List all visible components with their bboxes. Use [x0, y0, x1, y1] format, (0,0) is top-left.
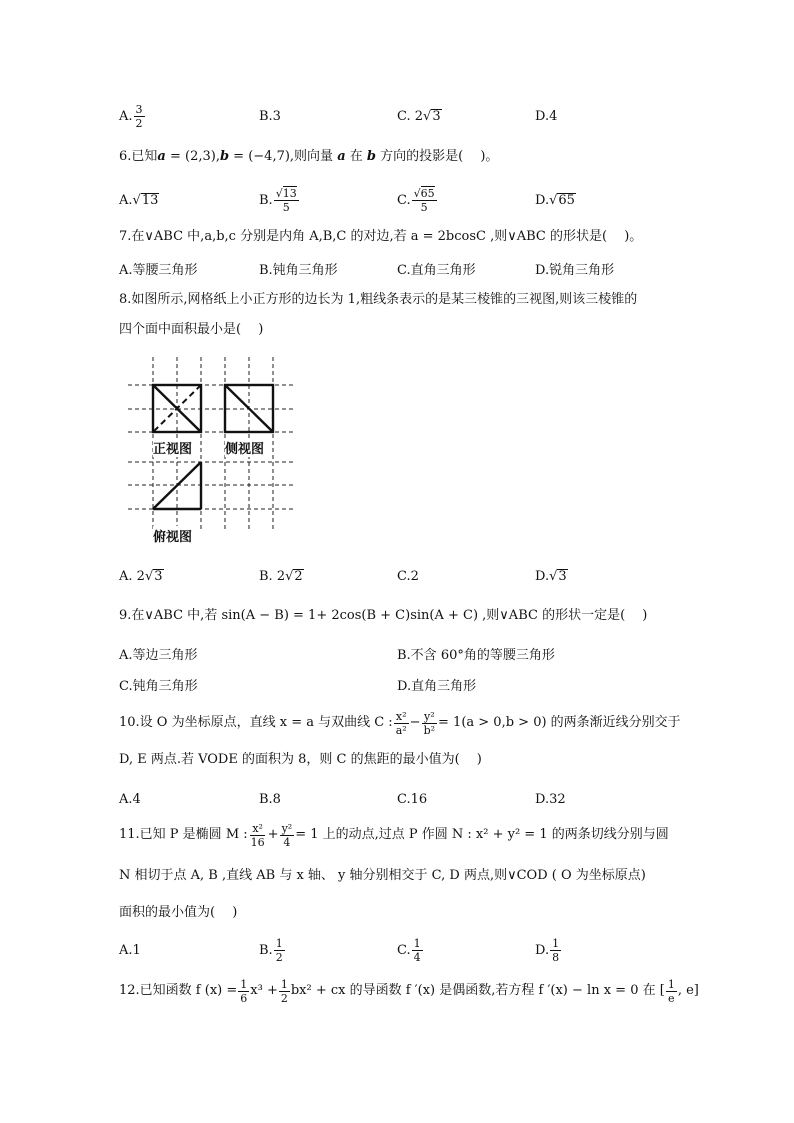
numerator: y²: [281, 821, 293, 835]
sqrt: [285, 569, 304, 584]
q8-option-c: C.2: [397, 568, 419, 584]
fraction: [422, 710, 437, 737]
numerator: 1: [240, 977, 248, 991]
vector-b: b: [219, 149, 230, 164]
option-label: C.: [397, 192, 411, 208]
q9-options-row1: [119, 636, 679, 670]
text: = 1 上的动点,过点 P 作圆 N : x² + y² = 1 的两条切线分别与圆: [295, 827, 669, 842]
numerator: y²: [423, 709, 435, 723]
text: 11.已知 P 是椭圆 M :: [119, 827, 248, 842]
text: = (−4,7): [229, 149, 290, 164]
text: = (2,3),: [165, 149, 220, 164]
numerator: 1: [275, 936, 283, 950]
q6-option-a: [119, 183, 159, 217]
radicand: 13: [282, 186, 297, 200]
text: 6.已知: [119, 149, 158, 164]
sqrt: [549, 569, 568, 584]
radical-sign: √: [132, 192, 141, 208]
q6-stem: [119, 147, 498, 167]
q11-option-c: [397, 933, 424, 967]
q7-option-b: B.钝角三角形: [259, 262, 338, 278]
numerator: 3: [135, 102, 143, 116]
denominator: 2: [135, 116, 143, 130]
sqrt: [133, 193, 160, 208]
side-view-label: 侧视图: [225, 438, 264, 457]
q8-stem-line2: 四个面中面积最小是( ): [119, 322, 264, 337]
text: 在: [345, 149, 367, 164]
radicand: 2: [294, 568, 303, 584]
denominator: 4: [283, 835, 291, 849]
q11-stem-line1: [119, 818, 669, 852]
text: +: [267, 827, 279, 842]
numerator: 1: [552, 936, 560, 950]
radical-sign: √: [549, 568, 558, 584]
radicand: 65: [420, 186, 435, 200]
q5-options: [119, 99, 679, 133]
denominator: 4: [413, 950, 421, 964]
text: ,则向量: [289, 149, 338, 164]
fraction: [666, 978, 677, 1005]
option-label: A.: [119, 108, 133, 124]
q6-option-c: [397, 183, 438, 217]
fraction: [238, 978, 249, 1005]
sqrt: [145, 569, 164, 584]
option-label: A. 2: [119, 568, 145, 584]
q8-option-b: [259, 559, 304, 593]
q10-stem-line1: [119, 706, 681, 740]
text: = 1(a > 0,b > 0) 的两条渐近线分别交于: [438, 715, 681, 730]
q10-option-a: A.4: [119, 791, 141, 807]
q6-options: [119, 183, 679, 217]
fraction: [394, 710, 409, 737]
option-label: B.: [259, 942, 273, 958]
option-label: B. 2: [259, 568, 286, 584]
denominator: 8: [552, 950, 560, 964]
radicand: 65: [558, 192, 575, 208]
radicand: 3: [432, 108, 441, 124]
denominator: b²: [423, 723, 436, 737]
q7-option-d: D.锐角三角形: [535, 262, 615, 278]
denominator: 16: [250, 835, 265, 849]
q7-option-c: C.直角三角形: [397, 262, 476, 278]
radical-sign: √: [144, 568, 154, 584]
denominator: e: [668, 991, 675, 1005]
denominator: a²: [395, 723, 407, 737]
q7-stem: 7.在∨ABC 中,a,b,c 分别是内角 A,B,C 的对边,若 a = 2bcosC ,则∨ABC 的形状是( )。: [119, 229, 643, 244]
radical-sign: √: [423, 108, 432, 124]
q11-stem-line2: N 相切于点 A, B ,直线 AB 与 x 轴、 y 轴分别相交于 C, D 两点,则∨COD ( O 为坐标原点): [119, 868, 646, 883]
denominator: 5: [282, 200, 290, 214]
option-label: D.: [535, 568, 550, 584]
numerator: √13: [275, 186, 297, 200]
q8-option-a: [119, 559, 164, 593]
numerator: x²: [252, 821, 263, 835]
denominator: 6: [240, 991, 248, 1005]
fraction: [274, 937, 285, 964]
numerator: x²: [395, 709, 407, 723]
q10-options: [119, 782, 679, 816]
q11-stem-line3: 面积的最小值为( ): [119, 905, 238, 920]
three-view-figure: [126, 352, 302, 552]
q8-options: [119, 559, 679, 593]
fraction: [249, 822, 267, 849]
q10-option-c: C.16: [397, 791, 428, 807]
fraction: [550, 937, 561, 964]
q9-options-row2: [119, 667, 679, 701]
vector-a: a: [337, 149, 346, 164]
denominator: 5: [420, 200, 428, 214]
numerator: √65: [413, 186, 435, 200]
q9-stem: 9.在∨ABC 中,若 sin(A − B) = 1+ 2cos(B + C)sin(A + C) ,则∨ABC 的形状一定是( ): [119, 608, 648, 623]
radicand: 3: [558, 568, 567, 584]
q12-stem: [119, 974, 699, 1008]
option-label: C. 2: [397, 108, 424, 124]
text: , e]: [677, 983, 699, 998]
q9-option-b: B.不含 60°角的等腰三角形: [397, 647, 555, 663]
text: 方向的投影是( )。: [375, 149, 499, 164]
option-label: D.: [535, 192, 550, 208]
fraction: [280, 822, 295, 849]
numerator: 1: [667, 977, 675, 991]
text: 12.已知函数 f (x) =: [119, 983, 238, 998]
option-label: D.: [535, 942, 550, 958]
q8-option-d: [535, 559, 568, 593]
radicand: 3: [154, 568, 163, 584]
fraction: [412, 187, 437, 214]
q11-option-a: A.1: [119, 942, 141, 958]
sqrt: [423, 109, 442, 124]
vector-b: b: [366, 149, 376, 164]
q5-option-a: [119, 99, 146, 133]
numerator: 1: [413, 936, 421, 950]
q11-option-b: [259, 933, 286, 967]
vector-a: a: [157, 149, 166, 164]
option-label: B.: [259, 192, 273, 208]
q6-option-d: [535, 183, 576, 217]
q11-options: [119, 933, 679, 967]
sqrt: [549, 193, 576, 208]
radical-sign: √: [285, 568, 294, 584]
q11-option-d: [535, 933, 562, 967]
text: 10.设 O 为坐标原点，直线 x = a 与双曲线 C :: [119, 715, 393, 730]
q7-options: [119, 251, 679, 285]
q5-option-d: D.4: [535, 108, 558, 124]
q7-option-a: A.等腰三角形: [119, 262, 198, 278]
q9-option-c: C.钝角三角形: [119, 678, 198, 694]
top-view-label: 俯视图: [153, 526, 192, 545]
text: bx² + cx 的导函数 f ′(x) 是偶函数,若方程 f ′(x) − ln x = 0 在 [: [290, 983, 665, 998]
option-label: C.: [397, 942, 411, 958]
fraction: [134, 103, 145, 130]
text: −: [409, 715, 421, 730]
radicand: 13: [141, 192, 159, 208]
radical-sign: √: [549, 192, 558, 208]
fraction: [412, 937, 423, 964]
denominator: 2: [275, 950, 283, 964]
text: x³ +: [250, 983, 278, 998]
q9-option-d: D.直角三角形: [397, 678, 477, 694]
fraction: [279, 978, 290, 1005]
option-label: A.: [119, 192, 133, 208]
q6-option-b: [259, 183, 300, 217]
q5-option-b: B.3: [259, 108, 281, 124]
q10-stem-line2: D, E 两点.若 VODE 的面积为 8，则 C 的焦距的最小值为( ): [119, 752, 482, 767]
q5-option-c: [397, 99, 442, 133]
denominator: 2: [280, 991, 288, 1005]
q10-option-d: D.32: [535, 791, 566, 807]
q9-option-a: A.等边三角形: [119, 647, 198, 663]
numerator: 1: [280, 977, 288, 991]
front-view-label: 正视图: [153, 438, 192, 457]
q8-stem-line1: 8.如图所示,网格纸上小正方形的边长为 1,粗线条表示的是某三棱锥的三视图,则该三棱锥的: [119, 292, 638, 307]
q10-option-b: B.8: [259, 791, 281, 807]
fraction: [274, 187, 299, 214]
